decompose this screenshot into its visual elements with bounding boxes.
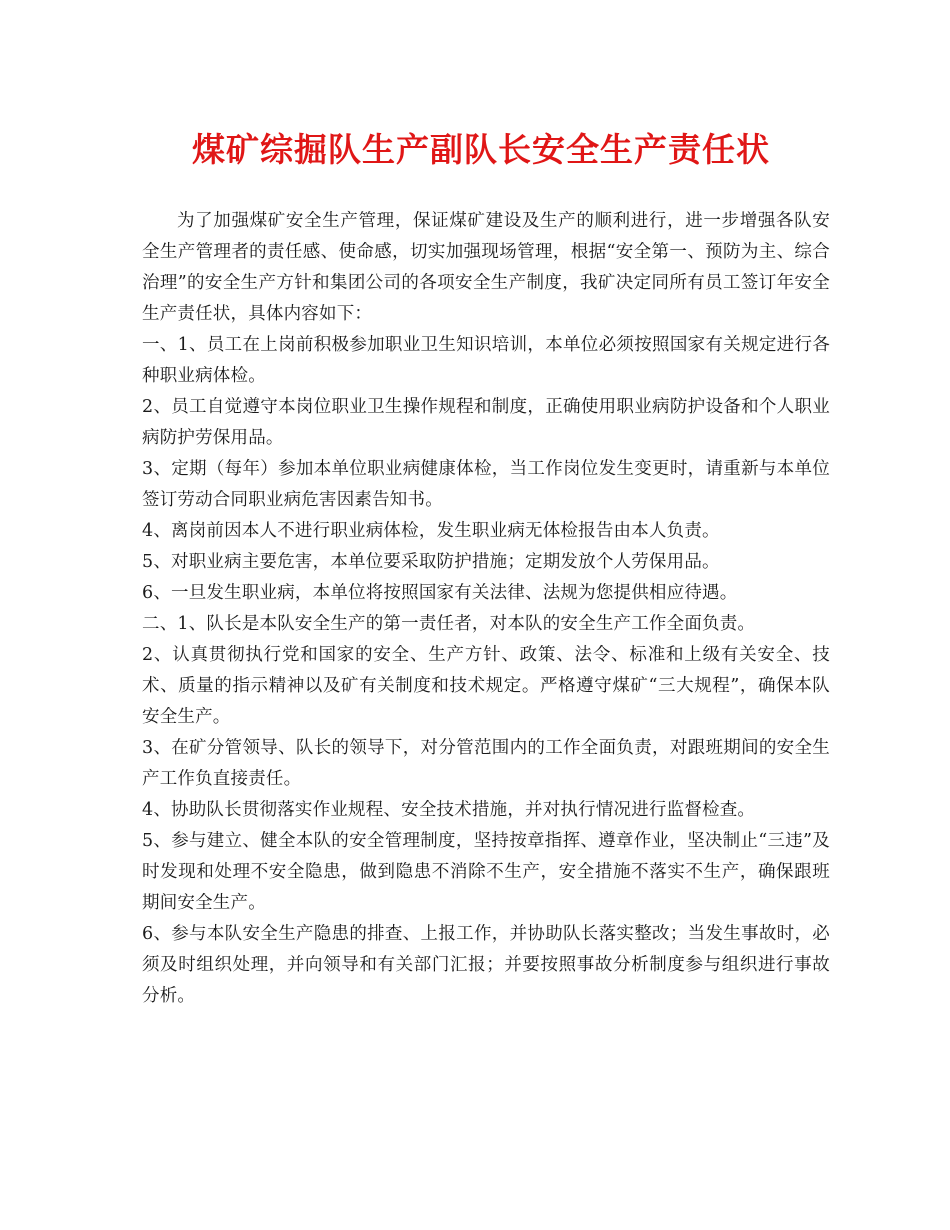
clause-2-5: 5、参与建立、健全本队的安全管理制度，坚持按章指挥、遵章作业，坚决制止“三违”及时发现和处理不安全隐患，做到隐患不消除不生产，安全措施不落实不生产，确保跟班期间安全生产。	[142, 831, 830, 913]
intro-paragraph: 为了加强煤矿安全生产管理，保证煤矿建设及生产的顺利进行，进一步增强各队安全生产管理者的责任感、使命感，切实加强现场管理，根据“安全第一、预防为主、综合治理”的安全生产方针和集团公司的各项安全生产制度，我矿决定同所有员工签订年安全生产责任状，具体内容如下：	[142, 211, 830, 324]
clause-1-1: 一、1、员工在上岗前积极参加职业卫生知识培训，本单位必须按照国家有关规定进行各种职业病体检。	[142, 335, 830, 386]
clause-2-1: 二、1、队长是本队安全生产的第一责任者，对本队的安全生产工作全面负责。	[142, 614, 756, 634]
document-body	[142, 206, 830, 1012]
clause-1-2: 2、员工自觉遵守本岗位职业卫生操作规程和制度，正确使用职业病防护设备和个人职业病防护劳保用品。	[142, 397, 830, 448]
clause-2-4: 4、协助队长贯彻落实作业规程、安全技术措施，并对执行情况进行监督检查。	[142, 800, 756, 820]
clause-1-4: 4、离岗前因本人不进行职业病体检，发生职业病无体检报告由本人负责。	[142, 521, 720, 541]
clause-2-2: 2、认真贯彻执行党和国家的安全、生产方针、政策、法令、标准和上级有关安全、技术、质量的指示精神以及矿有关制度和技术规定。严格遵守煤矿“三大规程”，确保本队安全生产。	[142, 645, 830, 727]
clause-2-3: 3、在矿分管领导、队长的领导下，对分管范围内的工作全面负责，对跟班期间的安全生产工作负直接责任。	[142, 738, 830, 789]
clause-1-6: 6、一旦发生职业病，本单位将按照国家有关法律、法规为您提供相应待遇。	[142, 583, 738, 603]
clause-2-6: 6、参与本队安全生产隐患的排查、上报工作，并协助队长落实整改；当发生事故时，必须及时组织处理，并向领导和有关部门汇报；并要按照事故分析制度参与组织进行事故分析。	[142, 924, 830, 1006]
clause-1-3: 3、定期（每年）参加本单位职业病健康体检，当工作岗位发生变更时，请重新与本单位签订劳动合同职业病危害因素告知书。	[142, 459, 830, 510]
clause-1-5: 5、对职业病主要危害，本单位要采取防护措施；定期发放个人劳保用品。	[142, 552, 720, 572]
document-title: 煤矿综掘队生产副队长安全生产责任状	[192, 130, 770, 169]
